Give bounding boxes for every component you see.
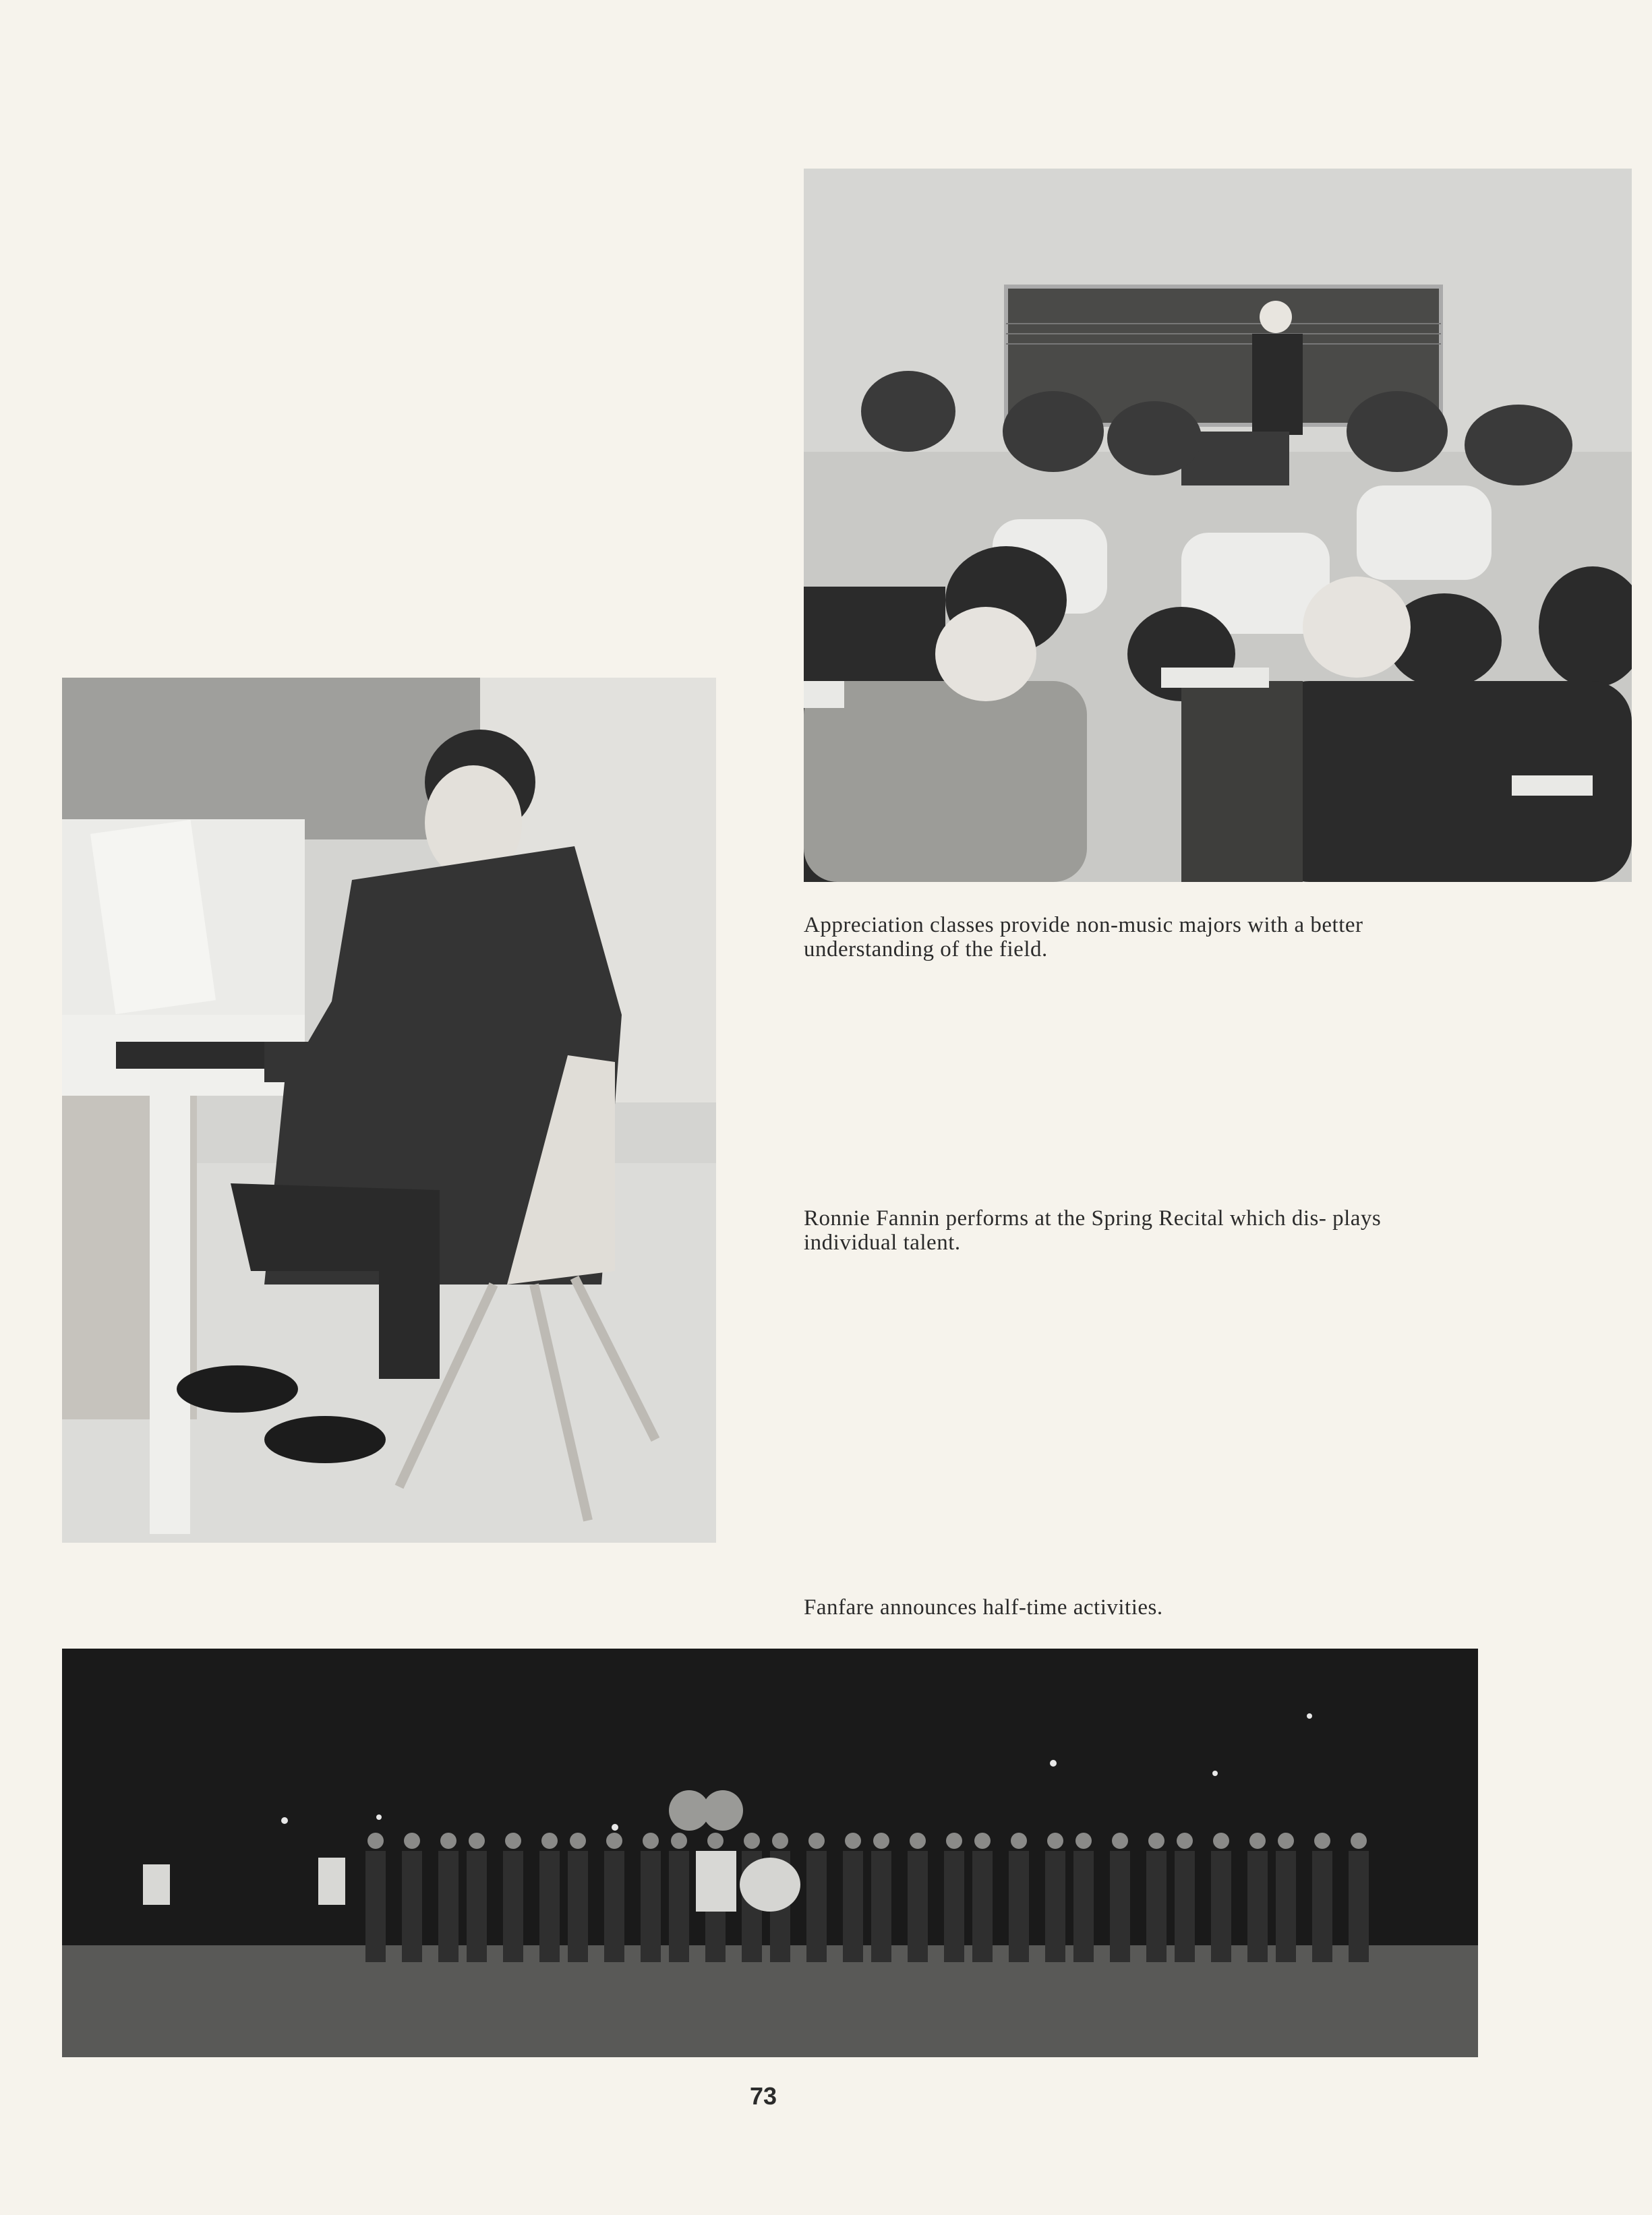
classroom-caption: Appreciation classes provide non-music majors with a better understanding of the field. (804, 913, 1363, 962)
band-caption: Fanfare announces half-time activities. (804, 1595, 1163, 1620)
band-photo (62, 1649, 1478, 2057)
page-number: 73 (750, 2082, 777, 2110)
recital-caption: Ronnie Fannin performs at the Spring Recital which dis- plays individual talent. (804, 1206, 1382, 1255)
recital-photo (62, 678, 716, 1543)
classroom-photo (804, 169, 1632, 882)
